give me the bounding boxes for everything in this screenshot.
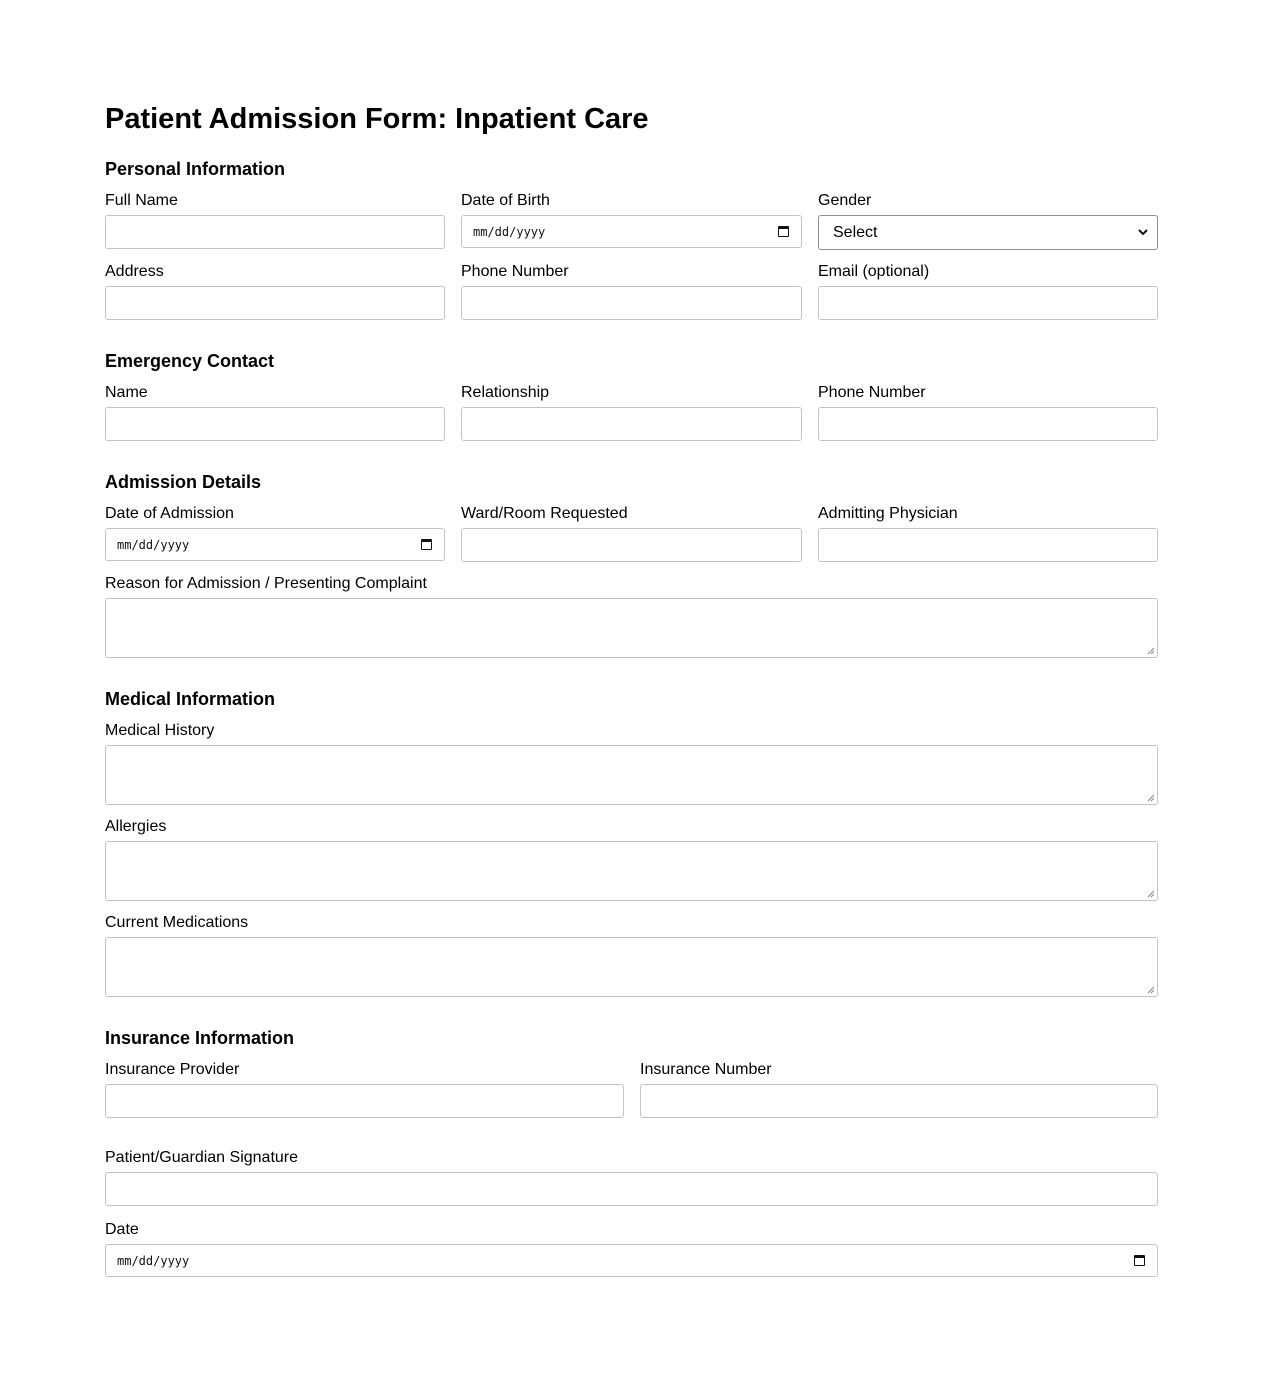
admission-date-label: Date of Admission	[105, 505, 234, 522]
page-title: Patient Admission Form: Inpatient Care	[105, 103, 649, 135]
resize-grip-icon[interactable]	[1147, 890, 1155, 898]
admission-date-field	[105, 504, 445, 562]
reason-field	[105, 574, 1158, 658]
resize-grip-icon[interactable]	[1147, 794, 1155, 802]
insurance-provider-label: Insurance Provider	[105, 1061, 240, 1078]
dob-placeholder: mm/dd/yyyy	[473, 224, 546, 239]
insurance-number-input[interactable]	[640, 1084, 1158, 1118]
history-label: Medical History	[105, 722, 215, 739]
ward-input[interactable]	[461, 528, 802, 562]
signature-field	[105, 1148, 1158, 1206]
physician-field	[818, 504, 1158, 562]
phone-field	[461, 262, 802, 320]
admission-form	[105, 100, 1158, 1268]
section-heading-emergency: Emergency Contact	[105, 351, 275, 371]
address-field	[105, 262, 445, 320]
relationship-input[interactable]	[461, 407, 802, 441]
calendar-icon[interactable]	[421, 539, 432, 550]
section-heading-insurance: Insurance Information	[105, 1028, 295, 1048]
signature-date-input[interactable]	[105, 1244, 1158, 1277]
phone-input[interactable]	[461, 286, 802, 320]
calendar-icon[interactable]	[1134, 1255, 1145, 1266]
signature-date-placeholder: mm/dd/yyyy	[117, 1253, 190, 1268]
insurance-provider-input[interactable]	[105, 1084, 624, 1118]
allergies-label: Allergies	[105, 818, 167, 835]
insurance-number-label: Insurance Number	[640, 1061, 772, 1078]
chevron-down-icon	[1137, 226, 1149, 238]
gender-field	[818, 191, 1158, 249]
resize-grip-icon[interactable]	[1147, 986, 1155, 994]
relationship-label: Relationship	[461, 384, 550, 401]
full-name-field	[105, 191, 445, 249]
signature-date-label: Date	[105, 1221, 139, 1238]
reason-textarea[interactable]	[105, 598, 1158, 658]
history-field	[105, 721, 1158, 805]
email-input[interactable]	[818, 286, 1158, 320]
history-textarea[interactable]	[105, 745, 1158, 805]
ward-label: Ward/Room Requested	[461, 505, 628, 522]
emergency-name-input[interactable]	[105, 407, 445, 441]
physician-input[interactable]	[818, 528, 1158, 562]
phone-label: Phone Number	[461, 263, 569, 280]
admission-date-input[interactable]	[105, 528, 445, 561]
dob-field	[461, 191, 802, 249]
email-label: Email (optional)	[818, 263, 930, 280]
address-label: Address	[105, 263, 164, 280]
medications-textarea[interactable]	[105, 937, 1158, 997]
dob-input[interactable]	[461, 215, 802, 248]
relationship-field	[461, 383, 802, 441]
email-field	[818, 262, 1158, 320]
emergency-name-label: Name	[105, 384, 148, 401]
dob-label: Date of Birth	[461, 192, 550, 209]
emergency-name-field	[105, 383, 445, 441]
address-input[interactable]	[105, 286, 445, 320]
admission-date-placeholder: mm/dd/yyyy	[117, 537, 190, 552]
section-heading-medical: Medical Information	[105, 689, 276, 709]
gender-select[interactable]	[818, 215, 1158, 250]
emergency-phone-field	[818, 383, 1158, 441]
allergies-field	[105, 817, 1158, 901]
medications-field	[105, 913, 1158, 997]
signature-input[interactable]	[105, 1172, 1158, 1206]
full-name-input[interactable]	[105, 215, 445, 249]
signature-label: Patient/Guardian Signature	[105, 1149, 299, 1166]
section-heading-admission: Admission Details	[105, 472, 262, 492]
allergies-textarea[interactable]	[105, 841, 1158, 901]
gender-selected-value: Select	[833, 223, 878, 241]
medications-label: Current Medications	[105, 914, 249, 931]
emergency-phone-label: Phone Number	[818, 384, 926, 401]
reason-label: Reason for Admission / Presenting Complaint	[105, 575, 427, 592]
full-name-label: Full Name	[105, 192, 178, 209]
calendar-icon[interactable]	[778, 226, 789, 237]
gender-label: Gender	[818, 192, 872, 209]
section-heading-personal: Personal Information	[105, 159, 286, 179]
insurance-provider-field	[105, 1060, 624, 1118]
insurance-number-field	[640, 1060, 1158, 1118]
physician-label: Admitting Physician	[818, 505, 958, 522]
resize-grip-icon[interactable]	[1147, 647, 1155, 655]
ward-field	[461, 504, 802, 562]
signature-date-field	[105, 1220, 1158, 1278]
emergency-phone-input[interactable]	[818, 407, 1158, 441]
